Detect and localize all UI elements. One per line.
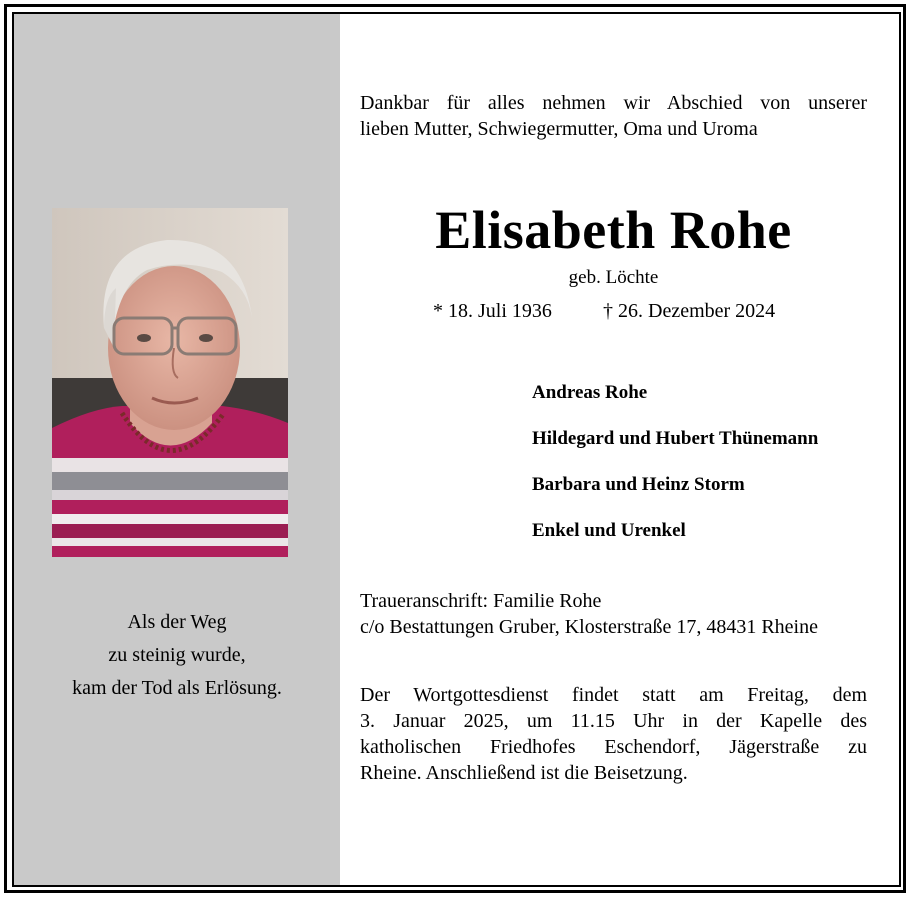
portrait-photo [52, 208, 288, 557]
mourner-name: Hildegard und Hubert Thünemann [532, 428, 819, 449]
maiden-name: geb. Löchte [568, 267, 659, 288]
intro-line: lieben Mutter, Schwiegermutter, Oma und Uroma [360, 118, 758, 140]
mourner-name: Andreas Rohe [532, 382, 648, 403]
address-line: Traueranschrift: Familie Rohe [360, 590, 602, 612]
left-panel [14, 14, 340, 885]
address-line: c/o Bestattungen Gruber, Klosterstraße 17, 48431 Rheine [360, 616, 818, 638]
mourner-name: Enkel und Urenkel [532, 520, 686, 541]
service-line: Rheine. Anschließend ist die Beisetzung. [360, 762, 688, 784]
service-info [360, 682, 867, 786]
service-line: 3. Januar 2025, um 11.15 Uhr in der Kapelle des [360, 710, 867, 732]
quote-line: Als der Weg [127, 611, 227, 633]
intro-text [360, 90, 867, 142]
quote-line: zu steinig wurde, [108, 644, 246, 666]
intro-line: Dankbar für alles nehmen wir Abschied von unserer [360, 92, 867, 114]
mourning-address [360, 588, 867, 640]
life-dates [433, 300, 775, 323]
service-line: Der Wortgottesdienst findet statt am Freitag, dem [360, 684, 867, 706]
death-date: † 26. Dezember 2024 [603, 300, 776, 322]
deceased-name: Elisabeth Rohe [435, 200, 792, 260]
birth-date: * 18. Juli 1936 [433, 300, 552, 322]
mourners-list [532, 381, 818, 565]
service-line: katholischen Friedhofes Eschendorf, Jägerstraße zu [360, 736, 867, 758]
quote [14, 606, 340, 705]
quote-line: kam der Tod als Erlösung. [72, 677, 282, 699]
mourner-name: Barbara und Heinz Storm [532, 474, 745, 495]
